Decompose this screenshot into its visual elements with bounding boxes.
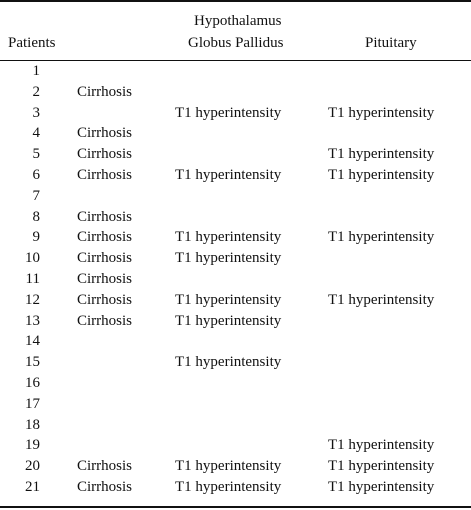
pituitary-cell: T1 hyperintensity	[328, 458, 435, 475]
table-row	[0, 435, 471, 456]
globus-pallidus-cell: T1 hyperintensity	[175, 458, 282, 475]
pituitary-cell: T1 hyperintensity	[328, 437, 435, 454]
patient-number: 1	[32, 63, 40, 79]
patient-number: 16	[25, 374, 40, 391]
bottom-rule	[0, 506, 471, 508]
table-row	[0, 82, 471, 103]
table-row	[0, 103, 471, 124]
cirrhosis-cell: Cirrhosis	[77, 83, 133, 100]
patient-number: 17	[25, 395, 40, 412]
globus-pallidus-cell: T1 hyperintensity	[175, 166, 282, 183]
patient-number: 3	[32, 104, 40, 121]
globus-pallidus-cell: T1 hyperintensity	[175, 291, 282, 308]
cirrhosis-cell: Cirrhosis	[77, 229, 133, 246]
globus-pallidus-cell: T1 hyperintensity	[175, 104, 282, 121]
cirrhosis-cell: Cirrhosis	[77, 312, 133, 329]
cirrhosis-cell: Cirrhosis	[77, 125, 133, 142]
cirrhosis-cell: Cirrhosis	[77, 166, 133, 183]
table-row	[0, 61, 471, 82]
table-row	[0, 227, 471, 248]
table-row	[0, 331, 471, 352]
header-globus-pallidus: Globus Pallidus	[188, 35, 284, 51]
patient-number: 14	[25, 333, 40, 350]
table-row	[0, 269, 471, 290]
globus-pallidus-cell: T1 hyperintensity	[175, 478, 282, 495]
cirrhosis-cell: Cirrhosis	[77, 146, 133, 163]
pituitary-cell: T1 hyperintensity	[328, 229, 435, 246]
pituitary-cell: T1 hyperintensity	[328, 166, 435, 183]
patient-number: 15	[25, 354, 40, 371]
table-body	[0, 61, 471, 498]
globus-pallidus-cell: T1 hyperintensity	[175, 354, 282, 371]
pituitary-cell: T1 hyperintensity	[328, 291, 435, 308]
table-row	[0, 186, 471, 207]
patient-number: 2	[32, 83, 40, 100]
patient-number: 4	[32, 125, 40, 142]
pituitary-cell: T1 hyperintensity	[328, 146, 435, 163]
patient-number: 18	[25, 416, 40, 433]
table-row	[0, 477, 471, 498]
table-row	[0, 415, 471, 436]
header-hypothalamus: Hypothalamus	[194, 13, 282, 29]
patient-number: 7	[32, 187, 40, 204]
table-row	[0, 144, 471, 165]
patient-number: 21	[25, 478, 40, 495]
patient-number: 5	[32, 146, 40, 163]
pituitary-cell: T1 hyperintensity	[328, 478, 435, 495]
table-row	[0, 207, 471, 228]
patient-number: 19	[25, 437, 40, 454]
cirrhosis-cell: Cirrhosis	[77, 478, 133, 495]
patient-number: 13	[25, 312, 40, 329]
table-row	[0, 373, 471, 394]
patient-number: 8	[32, 208, 40, 225]
patient-number: 6	[32, 166, 40, 183]
table-row	[0, 394, 471, 415]
table-row	[0, 123, 471, 144]
cirrhosis-cell: Cirrhosis	[77, 291, 133, 308]
patient-number: 20	[25, 458, 40, 475]
pituitary-cell: T1 hyperintensity	[328, 104, 435, 121]
table-row	[0, 248, 471, 269]
globus-pallidus-cell: T1 hyperintensity	[175, 312, 282, 329]
table-row	[0, 290, 471, 311]
table-row	[0, 352, 471, 373]
table-row	[0, 311, 471, 332]
patient-number: 12	[25, 291, 40, 308]
header-patients: Patients	[8, 35, 56, 51]
table-header	[0, 0, 471, 60]
cirrhosis-cell: Cirrhosis	[77, 458, 133, 475]
patient-number: 9	[32, 229, 40, 246]
cirrhosis-cell: Cirrhosis	[77, 208, 133, 225]
header-pituitary: Pituitary	[365, 35, 417, 51]
cirrhosis-cell: Cirrhosis	[77, 270, 133, 287]
patient-number: 11	[25, 270, 40, 287]
globus-pallidus-cell: T1 hyperintensity	[175, 229, 282, 246]
globus-pallidus-cell: T1 hyperintensity	[175, 250, 282, 267]
table-row	[0, 165, 471, 186]
cirrhosis-cell: Cirrhosis	[77, 250, 133, 267]
patient-number: 10	[25, 250, 40, 267]
table-row	[0, 456, 471, 477]
